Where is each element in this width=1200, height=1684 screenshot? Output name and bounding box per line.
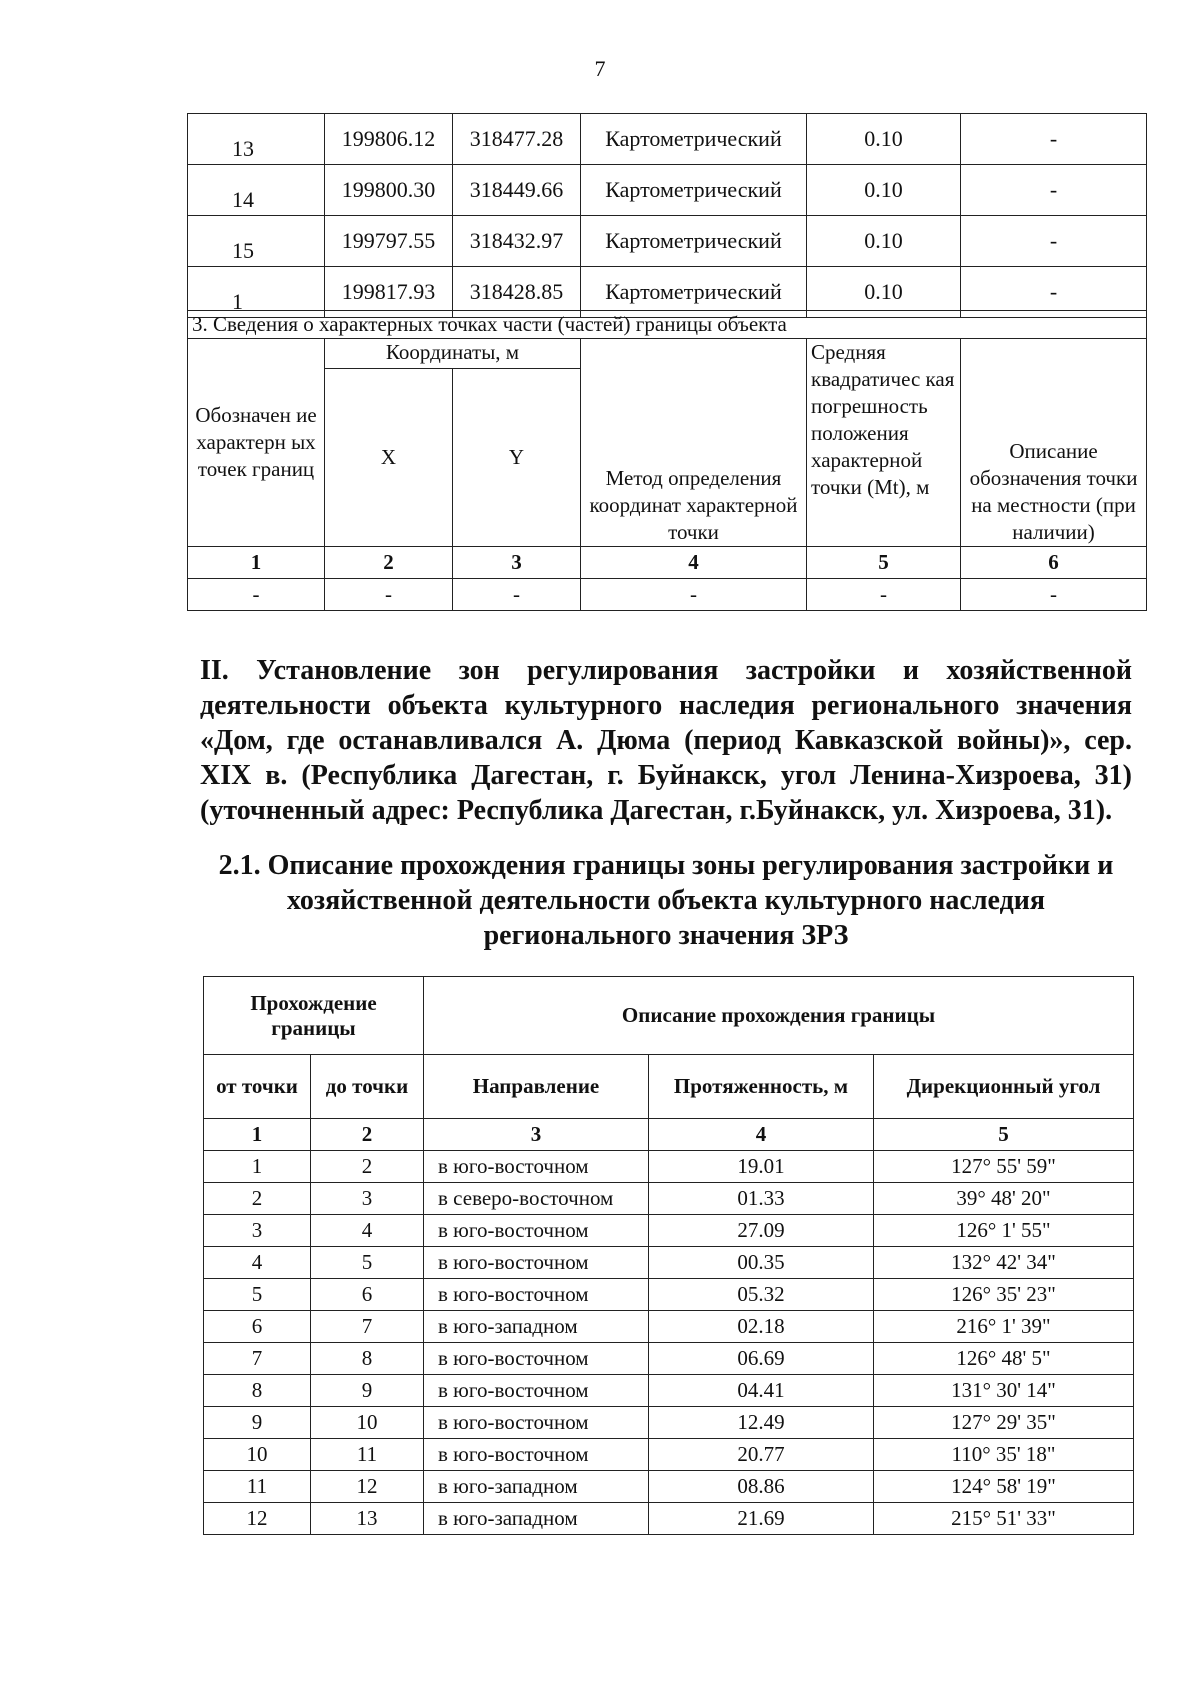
coordinate-x: 199817.93 (325, 267, 453, 318)
length: 01.33 (649, 1183, 874, 1215)
header-x: X (325, 369, 453, 547)
coordinate-x: 199797.55 (325, 216, 453, 267)
column-number: 1 (204, 1119, 311, 1151)
length: 05.32 (649, 1279, 874, 1311)
table-row (204, 1215, 1134, 1247)
empty-cell: - (325, 579, 453, 611)
from-point: 4 (204, 1247, 311, 1279)
table-row (204, 1311, 1134, 1343)
direction: в юго-западном (424, 1311, 649, 1343)
directional-angle: 39° 48' 20" (874, 1183, 1134, 1215)
length: 06.69 (649, 1343, 874, 1375)
empty-cell: - (453, 579, 581, 611)
from-point: 10 (204, 1439, 311, 1471)
directional-angle: 132° 42' 34" (874, 1247, 1134, 1279)
to-point: 7 (311, 1311, 424, 1343)
header-coordinates: Координаты, м (325, 339, 581, 369)
from-point: 8 (204, 1375, 311, 1407)
to-point: 2 (311, 1151, 424, 1183)
empty-cell: - (807, 579, 961, 611)
description: - (961, 267, 1147, 318)
description: - (961, 165, 1147, 216)
direction: в юго-восточном (424, 1151, 649, 1183)
directional-angle: 216° 1' 39" (874, 1311, 1134, 1343)
from-point: 5 (204, 1279, 311, 1311)
directional-angle: 126° 48' 5" (874, 1343, 1134, 1375)
table-row (204, 1247, 1134, 1279)
header-designation: Обозначен ие характерн ых точек границ (188, 339, 325, 547)
table-row (204, 1183, 1134, 1215)
description: - (961, 114, 1147, 165)
table-row (188, 165, 1147, 216)
length: 19.01 (649, 1151, 874, 1183)
directional-angle: 215° 51' 33" (874, 1503, 1134, 1535)
direction: в юго-западном (424, 1503, 649, 1535)
to-point: 9 (311, 1375, 424, 1407)
column-number: 5 (874, 1119, 1134, 1151)
to-point: 8 (311, 1343, 424, 1375)
length: 04.41 (649, 1375, 874, 1407)
table-row (204, 1439, 1134, 1471)
column-number: 4 (581, 547, 807, 579)
column-number: 1 (188, 547, 325, 579)
column-number: 5 (807, 547, 961, 579)
directional-angle: 126° 35' 23" (874, 1279, 1134, 1311)
part-boundary-points-table (187, 310, 1147, 611)
method: Картометрический (581, 267, 807, 318)
header-from: от точки (204, 1055, 311, 1119)
header-direction: Направление (424, 1055, 649, 1119)
direction: в юго-западном (424, 1471, 649, 1503)
column-number: 6 (961, 547, 1147, 579)
empty-cell: - (961, 579, 1147, 611)
length: 27.09 (649, 1215, 874, 1247)
directional-angle: 124° 58' 19" (874, 1471, 1134, 1503)
to-point: 3 (311, 1183, 424, 1215)
direction: в юго-восточном (424, 1407, 649, 1439)
to-point: 5 (311, 1247, 424, 1279)
error: 0.10 (807, 114, 961, 165)
length: 21.69 (649, 1503, 874, 1535)
to-point: 6 (311, 1279, 424, 1311)
boundary-passage-table (203, 976, 1134, 1535)
length: 20.77 (649, 1439, 874, 1471)
column-number: 2 (311, 1119, 424, 1151)
directional-angle: 131° 30' 14" (874, 1375, 1134, 1407)
from-point: 12 (204, 1503, 311, 1535)
column-number: 3 (424, 1119, 649, 1151)
from-point: 1 (204, 1151, 311, 1183)
coordinate-y: 318477.28 (453, 114, 581, 165)
empty-cell: - (188, 579, 325, 611)
from-point: 2 (204, 1183, 311, 1215)
to-point: 11 (311, 1439, 424, 1471)
length: 08.86 (649, 1471, 874, 1503)
header-length: Протяженность, м (649, 1055, 874, 1119)
coordinates-table-continued (187, 113, 1147, 318)
direction: в юго-восточном (424, 1375, 649, 1407)
direction: в юго-восточном (424, 1343, 649, 1375)
coordinate-x: 199800.30 (325, 165, 453, 216)
point-number: 14 (188, 165, 325, 216)
point-number: 15 (188, 216, 325, 267)
length: 02.18 (649, 1311, 874, 1343)
method: Картометрический (581, 165, 807, 216)
method: Картометрический (581, 216, 807, 267)
point-number: 1 (188, 267, 325, 318)
header-error: Средняя квадратичес кая погрешность положения характерной точки (Mt), м (807, 339, 961, 547)
section-heading-2-1: 2.1. Описание прохождения границы зоны регулирования застройки и хозяйственной деятельности объекта культурного наследия регионального значения ЗРЗ (218, 850, 1114, 951)
table-row (204, 1279, 1134, 1311)
error: 0.10 (807, 267, 961, 318)
direction: в юго-восточном (424, 1439, 649, 1471)
direction: в юго-восточном (424, 1279, 649, 1311)
directional-angle: 126° 1' 55" (874, 1215, 1134, 1247)
table-row (188, 216, 1147, 267)
method: Картометрический (581, 114, 807, 165)
length: 12.49 (649, 1407, 874, 1439)
direction: в юго-восточном (424, 1215, 649, 1247)
table-row (204, 1407, 1134, 1439)
directional-angle: 127° 29' 35" (874, 1407, 1134, 1439)
from-point: 11 (204, 1471, 311, 1503)
table-row (188, 114, 1147, 165)
header-to: до точки (311, 1055, 424, 1119)
header-description: Описание обозначения точки на местности (при наличии) (961, 339, 1147, 547)
header-passage-description: Описание прохождения границы (424, 977, 1134, 1055)
direction: в северо-восточном (424, 1183, 649, 1215)
section-heading-ii: II. Установление зон регулирования застройки и хозяйственной деятельности объекта культурного наследия регионального значения «Дом, где останавливался А. Дюма (период Кавказской войны)», сер. XIX в. (Республика Дагестан, г. Буйнакск, угол Ленина-Хизроева, 31) (уточненный адрес: Республика Дагестан, г.Буйнакск, ул. Хизроева, 31). (200, 655, 1132, 826)
header-y: Y (453, 369, 581, 547)
page-number: 7 (594, 56, 606, 81)
coordinate-y: 318432.97 (453, 216, 581, 267)
directional-angle: 127° 55' 59" (874, 1151, 1134, 1183)
to-point: 13 (311, 1503, 424, 1535)
table-row (204, 1151, 1134, 1183)
table-row (204, 1471, 1134, 1503)
header-passage: Прохождение границы (204, 977, 424, 1055)
table-row (204, 1343, 1134, 1375)
error: 0.10 (807, 216, 961, 267)
table-row (204, 1375, 1134, 1407)
from-point: 3 (204, 1215, 311, 1247)
to-point: 4 (311, 1215, 424, 1247)
to-point: 10 (311, 1407, 424, 1439)
table-row (204, 1503, 1134, 1535)
from-point: 9 (204, 1407, 311, 1439)
header-method: Метод определения координат характерной точки (581, 339, 807, 547)
header-angle: Дирекционный угол (874, 1055, 1134, 1119)
section-title: 3. Сведения о характерных точках части (частей) границы объекта (188, 311, 1147, 339)
error: 0.10 (807, 165, 961, 216)
to-point: 12 (311, 1471, 424, 1503)
length: 00.35 (649, 1247, 874, 1279)
description: - (961, 216, 1147, 267)
point-number: 13 (188, 114, 325, 165)
coordinate-x: 199806.12 (325, 114, 453, 165)
coordinate-y: 318449.66 (453, 165, 581, 216)
direction: в юго-восточном (424, 1247, 649, 1279)
column-number: 3 (453, 547, 581, 579)
directional-angle: 110° 35' 18" (874, 1439, 1134, 1471)
coordinate-y: 318428.85 (453, 267, 581, 318)
from-point: 7 (204, 1343, 311, 1375)
column-number: 2 (325, 547, 453, 579)
empty-cell: - (581, 579, 807, 611)
from-point: 6 (204, 1311, 311, 1343)
column-number: 4 (649, 1119, 874, 1151)
